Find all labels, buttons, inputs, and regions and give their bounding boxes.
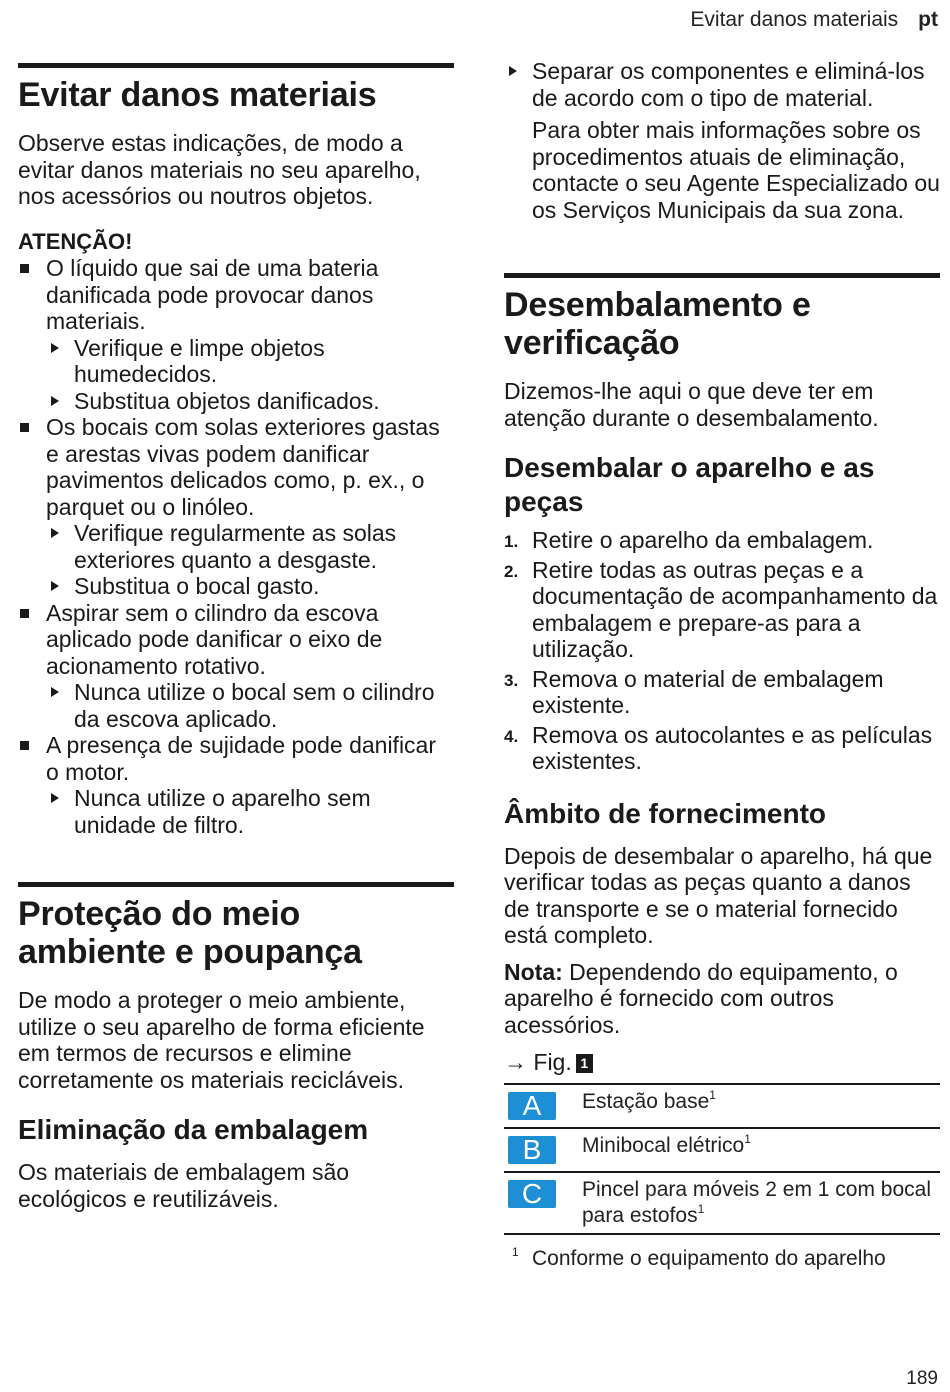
- right-column: [504, 0, 940, 1272]
- step-item: [504, 527, 940, 554]
- running-header-title: Evitar danos materiais: [690, 8, 899, 31]
- step-text: Retire todas as outras peças e a documentação de acompanhamento da embalagem e prepare-as para a utilização.: [532, 556, 938, 662]
- note-text: Dependendo do equipamento, o aparelho é fornecido com outros acessórios.: [504, 958, 898, 1038]
- left-column: [18, 0, 454, 1212]
- note-label: Nota:: [504, 958, 563, 985]
- footnote-ref: 1: [744, 1132, 751, 1146]
- footnote-ref: 1: [709, 1088, 716, 1102]
- subsection-title-desembalar: Desembalar o aparelho e as peças: [504, 452, 875, 517]
- step-text: Remova o material de embalagem existente.: [532, 665, 884, 718]
- action-list: [46, 785, 454, 838]
- warning-text: A presença de sujidade pode danificar o motor.: [46, 732, 437, 785]
- footnote-mark: 1: [512, 1245, 519, 1259]
- warning-item: [18, 600, 454, 733]
- figure-number-badge: 1: [576, 1054, 593, 1073]
- part-letter-badge: A: [508, 1092, 556, 1120]
- action-item: [46, 520, 454, 573]
- part-letter-badge: C: [508, 1180, 556, 1208]
- subsection-text: Depois de desembalar o aparelho, há que verificar todas as peças quanto a danos de transporte e se o material fornecido está completo.: [504, 842, 933, 948]
- section-intro: De modo a proteger o meio ambiente, utilize o seu aparelho de forma eficiente em termos de recursos e elimine corretamente os materiais recicláveis.: [18, 987, 425, 1093]
- part-row: [504, 1129, 940, 1173]
- action-item: [46, 785, 454, 838]
- arrow-right-icon: →: [504, 1049, 527, 1075]
- action-text: Substitua o bocal gasto.: [74, 573, 320, 599]
- part-name-text: Pincel para móveis 2 em 1 com bocal para estofos: [582, 1178, 931, 1227]
- subsection-title-eliminacao: Eliminação da embalagem: [18, 1114, 369, 1145]
- part-name: [582, 1129, 940, 1159]
- action-item: [46, 679, 454, 732]
- step-number: 1.: [504, 532, 519, 551]
- warning-item: [18, 255, 454, 414]
- disposal-info-text: Para obter mais informações sobre os procedimentos atuais de eliminação, contacte o seu Agente Especializado ou os Serviços Municipais da sua zona.: [532, 117, 940, 223]
- square-bullet-icon: [20, 264, 29, 273]
- part-row: [504, 1173, 940, 1235]
- warning-text: Aspirar sem o cilindro da escova aplicado pode danificar o eixo de acionamento rotativo.: [46, 599, 383, 679]
- section-intro: Observe estas indicações, de modo a evitar danos materiais no seu aparelho, nos acessórios ou noutros objetos.: [18, 130, 421, 209]
- unpacking-steps: [504, 527, 940, 775]
- figure-label: Fig.: [533, 1049, 572, 1075]
- section-title-evitar-danos: Evitar danos materiais: [18, 76, 377, 114]
- part-name: [582, 1173, 940, 1229]
- part-letter-badge: B: [508, 1136, 556, 1164]
- action-item: [504, 58, 940, 111]
- step-item: [504, 722, 940, 775]
- attention-label: ATENÇÃO!: [18, 228, 133, 254]
- action-text: Nunca utilize o aparelho sem unidade de filtro.: [74, 785, 371, 838]
- language-code: pt: [918, 8, 938, 31]
- triangle-bullet-icon: [51, 396, 59, 406]
- part-name-text: Minibocal elétrico: [582, 1134, 745, 1157]
- section-title-desembalamento: Desembalamento e verificação: [504, 286, 811, 362]
- part-name: [582, 1085, 940, 1115]
- footnote-ref: 1: [697, 1202, 705, 1216]
- page-number: 189: [906, 1368, 938, 1389]
- parts-table: [504, 1083, 940, 1235]
- action-list: [46, 520, 454, 600]
- step-text: Remova os autocolantes e as películas existentes.: [532, 721, 933, 774]
- action-list: [46, 335, 454, 415]
- action-text: Verifique regularmente as solas exteriores quanto a desgaste.: [74, 520, 397, 573]
- action-item: [46, 388, 454, 415]
- triangle-bullet-icon: [51, 687, 59, 697]
- section-rule: [504, 273, 940, 278]
- action-item: [46, 335, 454, 388]
- action-text: Substitua objetos danificados.: [74, 387, 380, 414]
- section-rule: [18, 882, 454, 887]
- square-bullet-icon: [20, 423, 29, 432]
- warning-item: [18, 732, 454, 838]
- part-row: [504, 1085, 940, 1129]
- triangle-bullet-icon: [51, 581, 59, 591]
- action-list: [46, 679, 454, 732]
- subsection-title-ambito: Âmbito de fornecimento: [504, 797, 827, 829]
- footnote-text: Conforme o equipamento do aparelho: [532, 1247, 886, 1270]
- part-name-text: Estação base: [582, 1090, 710, 1113]
- step-text: Retire o aparelho da embalagem.: [532, 527, 874, 553]
- subsection-text: Os materiais de embalagem são ecológicos e reutilizáveis.: [18, 1159, 350, 1212]
- action-text: Separar os componentes e eliminá-los de acordo com o tipo de material.: [532, 58, 925, 111]
- figure-reference: [504, 1049, 940, 1075]
- warning-list: [18, 255, 454, 838]
- square-bullet-icon: [20, 741, 29, 750]
- action-list: [504, 58, 940, 111]
- action-text: Nunca utilize o bocal sem o cilindro da escova aplicado.: [74, 679, 435, 732]
- triangle-bullet-icon: [509, 66, 517, 76]
- footnote: [504, 1239, 940, 1272]
- step-item: [504, 557, 940, 663]
- section-title-protecao-ambiente: Proteção do meio ambiente e poupança: [18, 895, 362, 971]
- warning-item: [18, 414, 454, 600]
- note-paragraph: [504, 959, 940, 1039]
- action-item: [46, 573, 454, 600]
- step-number: 4.: [504, 726, 519, 746]
- step-number: 3.: [504, 670, 519, 690]
- action-text: Verifique e limpe objetos humedecidos.: [74, 334, 325, 387]
- section-rule: [18, 63, 454, 68]
- warning-text: O líquido que sai de uma bateria danificada pode provocar danos materiais.: [46, 255, 379, 334]
- section-intro: Dizemos-lhe aqui o que deve ter em atenção durante o desembalamento.: [504, 378, 879, 431]
- triangle-bullet-icon: [51, 528, 59, 538]
- step-number: 2.: [504, 561, 519, 581]
- step-item: [504, 666, 940, 719]
- warning-text: Os bocais com solas exteriores gastas e arestas vivas podem danificar pavimentos delicados como, p. ex., o parquet ou o linóleo.: [46, 414, 440, 520]
- triangle-bullet-icon: [51, 793, 59, 803]
- square-bullet-icon: [20, 609, 29, 618]
- triangle-bullet-icon: [51, 343, 59, 353]
